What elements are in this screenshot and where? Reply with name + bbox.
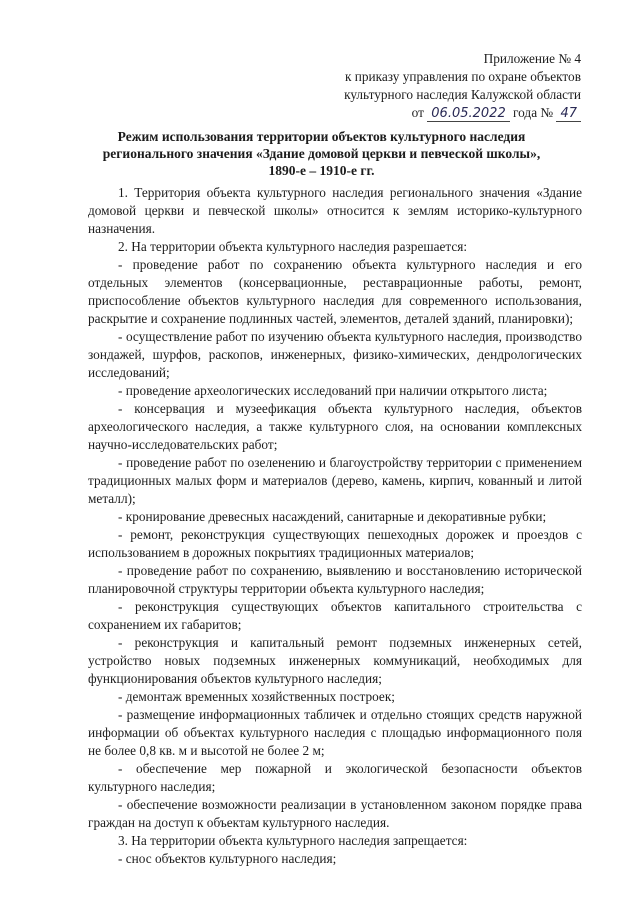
list-item: - реконструкция существующих объектов капитального строительства с сохранением их габаритов; (88, 599, 582, 632)
date-prefix: от (411, 105, 424, 120)
list-item: - проведение работ по сохранению, выявлению и восстановлению исторической планировочной структуры территории объекта культурного наследия; (88, 563, 582, 596)
paragraph-1: 1. Территория объекта культурного наследия регионального значения «Здание домовой церкви и певческой школы» относится к землям историко-культурного назначения. (88, 185, 582, 236)
handwritten-date: 06.05.2022 (427, 107, 509, 122)
title-line-1: Режим использования территории объектов культурного наследия (117, 129, 526, 144)
appendix-order-ref: к приказу управления по охране объектов (344, 69, 581, 84)
list-item: - проведение работ по озеленению и благоустройству территории с применением традиционных малых форм и материалов (дерево, камень, кирпич, кованный и литой металл); (88, 455, 582, 506)
list-item: - размещение информационных табличек и отдельно стоящих средств наружной информации об объектах культурного наследия с площадью информационного поля не более 0,8 кв. м и высотой не более 2 м; (88, 707, 582, 758)
list-item: - консервация и музеефикация объекта культурного наследия, объектов археологического наследия, а также культурного слоя, на основании комплексных научно-исследовательских работ; (88, 401, 582, 452)
year-number-label: года № (513, 105, 554, 120)
list-item: - проведение археологических исследований при наличии открытого листа; (118, 383, 548, 398)
list-item: - проведение работ по сохранению объекта культурного наследия и его отдельных элементов (консервационные, реставрационные работы, ремонт, приспособление объектов культурного наследия для современного использования, раскрытие и сохранение подлинных частей, элементов, деталей зданий, планировки); (88, 257, 582, 326)
document-title (60, 128, 583, 179)
list-item: - снос объектов культурного наследия; (118, 851, 337, 866)
list-item: - обеспечение возможности реализации в установленном законом порядке права граждан на доступ к объектам культурного наследия. (88, 797, 582, 830)
list-item: - реконструкция и капитальный ремонт подземных инженерных сетей, устройство новых подземных инженерных коммуникаций, необходимых для функционирования объектов культурного наследия; (88, 635, 582, 686)
list-item: - кронирование древесных насаждений, санитарные и декоративные рубки; (118, 509, 547, 524)
appendix-date-line (344, 104, 581, 122)
paragraph-2: 2. На территории объекта культурного наследия разрешается: (118, 239, 468, 254)
title-line-3: 1890-е – 1910-е гг. (268, 163, 375, 178)
list-item: - демонтаж временных хозяйственных построек; (118, 689, 395, 704)
appendix-number: Приложение № 4 (483, 51, 581, 66)
list-item: - осуществление работ по изучению объекта культурного наследия, производство зондажей, шурфов, раскопов, инженерных, физико-химических, дендрологических исследований; (88, 329, 582, 380)
title-line-2: регионального значения «Здание домовой церкви и певческой школы», (102, 146, 541, 161)
list-item: - ремонт, реконструкция существующих пешеходных дорожек и проездов с использованием в дорожных покрытиях традиционных материалов; (88, 527, 582, 560)
handwritten-number: 47 (556, 107, 581, 122)
list-item: - обеспечение мер пожарной и экологической безопасности объектов культурного наследия; (88, 761, 582, 794)
appendix-header (344, 50, 581, 122)
document-body (88, 184, 582, 868)
appendix-authority: культурного наследия Калужской области (344, 87, 581, 102)
paragraph-3: 3. На территории объекта культурного наследия запрещается: (118, 833, 468, 848)
